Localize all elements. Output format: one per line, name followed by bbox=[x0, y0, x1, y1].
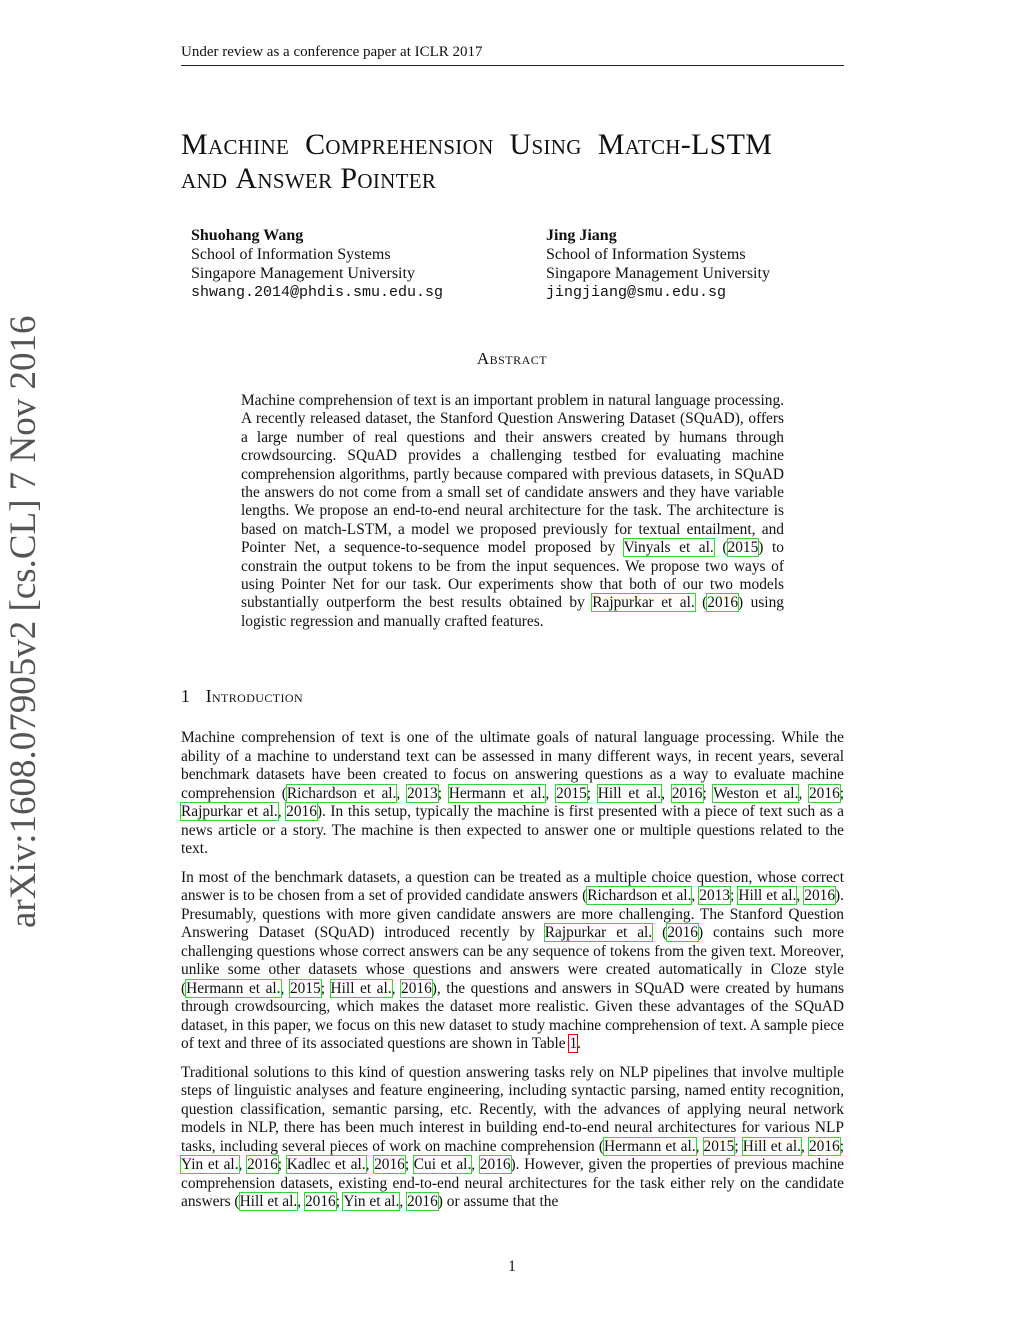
citation-year-link[interactable]: 2016 bbox=[304, 1193, 336, 1210]
title-word: and bbox=[181, 162, 228, 195]
text-run: ), the questions and answers in SQuAD were created by humans through crowdsourcing, which makes the dataset more realistic. Given these advantages of the SQuAD dataset, in this paper, we focus on this new dataset to study machine comprehension of text. A sample piece of text and three of its associated questions are shown in Table bbox=[181, 979, 845, 1052]
table-ref-link[interactable]: 1 bbox=[569, 1035, 578, 1052]
author-email[interactable]: jingjiang@smu.edu.sg bbox=[546, 284, 727, 301]
paragraph: In most of the benchmark datasets, a question can be treated as a multiple choice question, whose correct answer is to be chosen from a set of provided candidate answers (Richardson et al., 2013; Hill et al., 2016). Presumably, questions with more given candidate answers are more challenging. The Stanford Question Answering Dataset (SQuAD) introduced recently by Rajpurkar et al. (2016) contains such more challenging questions whose correct answers can be any sequence of tokens from the given text. Moreover, unlike some other datasets whose questions and answers were created automatically in Cloze style (Hermann et al., 2015; Hill et al., 2016), the questions and answers in SQuAD were created by humans through crowdsourcing, which makes the dataset more realistic. Given these advantages of the SQuAD dataset, in this paper, we focus on this new dataset to study machine comprehension of text. A sample piece of text and three of its associated questions are shown in Table 1. bbox=[181, 868, 845, 1052]
citation-link[interactable]: Hill et al. bbox=[738, 887, 797, 904]
citation-link[interactable]: Richardson et al. bbox=[587, 887, 692, 904]
author-name: Jing Jiang bbox=[546, 227, 617, 244]
author-affiliation: Singapore Management University bbox=[546, 265, 770, 282]
citation-year-link[interactable]: 2015 bbox=[289, 979, 321, 997]
citation-link[interactable]: Hermann et al. bbox=[448, 784, 546, 802]
section-heading bbox=[181, 686, 303, 707]
citation-year-link[interactable]: 2016 bbox=[667, 924, 698, 941]
text-run: contains such more challenging questions whose correct answers can be any sequence of tokens from the given text. Moreover, unlike some other datasets whose questions and answers were created automatically in Cloze style ( bbox=[181, 924, 844, 997]
title-word: Using bbox=[509, 128, 582, 161]
author-affiliation: School of Information Systems bbox=[546, 246, 746, 263]
citation-link[interactable]: Weston et al. bbox=[713, 784, 799, 802]
text-run: ). However, given the properties of previous machine comprehension datasets, existing end-to-end neural architectures for the task either rely on the candidate answers ( bbox=[181, 1156, 844, 1210]
citation-link[interactable]: Hill et al. bbox=[239, 1193, 298, 1210]
citation-link[interactable]: Kadlec et al. bbox=[286, 1156, 366, 1173]
citation-year-link[interactable]: 2016 bbox=[479, 1156, 511, 1173]
citation-year-link[interactable]: 2016 bbox=[804, 887, 836, 904]
page-number: 1 bbox=[508, 1258, 516, 1275]
citation-year-link[interactable]: 2016 bbox=[407, 1193, 438, 1210]
title-word: Machine bbox=[181, 128, 290, 161]
title-word: Match- bbox=[597, 128, 692, 161]
citation-link[interactable]: Hill et al. bbox=[330, 979, 392, 997]
citation-year-link[interactable]: 2013 bbox=[406, 784, 438, 802]
citation-link[interactable]: Hermann et al. bbox=[604, 1137, 696, 1155]
citation-year-link[interactable]: 2016 bbox=[374, 1156, 405, 1173]
text-run: ) or assume that the bbox=[437, 1193, 559, 1210]
citation-year-link[interactable]: 2016 bbox=[707, 594, 739, 612]
title-word: Comprehension bbox=[305, 128, 494, 161]
title-word: LSTM bbox=[691, 128, 773, 161]
text-run: . bbox=[577, 1035, 581, 1052]
citation-link[interactable]: Hill et al. bbox=[742, 1137, 801, 1155]
citation-link[interactable]: Richardson et al. bbox=[286, 784, 397, 802]
citation-year-link[interactable]: 2013 bbox=[699, 887, 731, 904]
body-text bbox=[181, 729, 844, 1222]
citation-link[interactable]: Hill et al. bbox=[597, 784, 662, 802]
citation-link[interactable]: Rajpurkar et al. bbox=[592, 594, 695, 612]
abstract-text: Machine comprehension of text is an important problem in natural language processing. A recently released dataset, the Stanford Question Answering Dataset (SQuAD), offers a large number of real questions and their answers created by humans through crowdsourcing. SQuAD provides a challenging testbed for evaluating machine comprehension algorithms, partly because compared with previous datasets, in SQuAD the answers do not come from a small set of candidate answers and they have variable lengths. We propose an end-to-end neural architecture for the task. The architecture is based on match-LSTM, a model we proposed previously for textual entailment, and Pointer Net, a sequence-to-sequence model proposed by Vinyals et al. (2015) to constrain the output tokens to be from the input sequences. We propose two ways of using Pointer Net for our task. Our experiments show that both of our two models substantially outperform the best results obtained by Rajpurkar et al. (2016) using logistic regression and manually crafted features. bbox=[241, 392, 785, 630]
citation-year-link[interactable]: 2016 bbox=[808, 784, 840, 802]
section-title: Introduction bbox=[205, 686, 304, 706]
section-number: 1 bbox=[181, 686, 190, 706]
author-block bbox=[546, 226, 770, 302]
abstract-heading: Abstract bbox=[476, 349, 548, 368]
citation-link[interactable]: Cui et al. bbox=[413, 1156, 472, 1173]
paragraph: Machine comprehension of text is one of the ultimate goals of natural language processing. While the ability of a machine to understand text can be assessed in many different ways, in recent years, several benchmark datasets have been created to focus on answering questions as a way to evaluate machine comprehension (Richardson et al., 2013; Hermann et al., 2015; Hill et al., 2016; Weston et al., 2016; Rajpurkar et al., 2016). In this setup, typically the machine is first presented with a piece of text such as a news article or a story. The machine is then expected to answer one or multiple questions related to the text. bbox=[181, 729, 845, 857]
running-header: Under review as a conference paper at ICLR 2017 bbox=[181, 44, 844, 66]
author-name: Shuohang Wang bbox=[191, 227, 304, 244]
text-run: Machine comprehension of text is one of the ultimate goals of natural language processing. While the ability of a machine to understand text can be assessed in many different ways, in recent years, several benchmark datasets have been created to focus on answering questions as a way to evaluate machine comprehension ( bbox=[181, 729, 844, 802]
citation-year-link[interactable]: 2016 bbox=[401, 979, 432, 997]
citation-link[interactable]: Yin et al. bbox=[181, 1156, 239, 1173]
citation-link[interactable]: Vinyals et al. bbox=[623, 539, 714, 557]
citation-link[interactable]: Hermann et al. bbox=[186, 979, 281, 997]
citation-year-link[interactable]: 2015 bbox=[727, 539, 759, 557]
paper-title bbox=[181, 128, 844, 196]
text-run: ). In this setup, typically the machine is first presented with a piece of text such as a news article or a story. The machine is then expected to answer one or multiple questions related to the text. bbox=[181, 803, 844, 857]
text-run: In most of the benchmark datasets, a question can be treated as a multiple choice question, whose correct answer is to be chosen from a set of provided candidate answers ( bbox=[181, 868, 844, 904]
author-block bbox=[191, 226, 443, 302]
citation-year-link[interactable]: 2016 bbox=[286, 803, 317, 820]
text-run: Machine comprehension of text is an important problem in natural language processing. A recently released dataset, the Stanford Question Answering Dataset (SQuAD), offers a large number of real questions and their answers created by humans through crowdsourcing. SQuAD provides a challenging testbed for evaluating machine comprehension algorithms, partly because compared with previous datasets, in SQuAD the answers do not come from a small set of candidate answers and they have variable lengths. We propose an end-to-end neural architecture for the task. The architecture is based on match-LSTM, a model we proposed previously for textual entailment, and Pointer Net, a sequence-to-sequence model proposed by bbox=[241, 392, 784, 557]
text-run: to constrain the output tokens to be from the input sequences. We propose two ways of using Pointer Net for our task. Our experiments show that both of our two models substantially outperform the best results obtained by bbox=[241, 539, 785, 612]
text-run: using logistic regression and manually crafted features. bbox=[241, 594, 784, 630]
author-affiliation: School of Information Systems bbox=[191, 246, 391, 263]
title-word: Answer bbox=[235, 162, 333, 195]
citation-year-link[interactable]: 2016 bbox=[808, 1137, 840, 1155]
text-run: ). Presumably, questions with more given candidate answers are more challenging. The Stanford Question Answering Dataset (SQuAD) introduced recently by bbox=[181, 887, 845, 941]
paragraph: Traditional solutions to this kind of question answering tasks rely on NLP pipelines that involve multiple steps of linguistic analyses and feature engineering, including syntactic parsing, named entity recognition, question classification, semantic parsing, etc. Recently, with the advances of applying neural network models in NLP, there has been much interest in building end-to-end neural architectures for various NLP tasks, including several pieces of work on machine comprehension (Hermann et al., 2015; Hill et al., 2016; Yin et al., 2016; Kadlec et al., 2016; Cui et al., 2016). However, given the properties of previous machine comprehension datasets, existing end-to-end neural architectures for the task either rely on the candidate answers (Hill et al., 2016; Yin et al., 2016) or assume that the bbox=[181, 1063, 844, 1210]
citation-year-link[interactable]: 2016 bbox=[671, 784, 703, 802]
citation-link[interactable]: Yin et al. bbox=[343, 1193, 400, 1210]
citation-link[interactable]: Rajpurkar et al. bbox=[181, 803, 278, 820]
citation-year-link[interactable]: 2016 bbox=[247, 1156, 278, 1173]
author-affiliation: Singapore Management University bbox=[191, 265, 415, 282]
arxiv-stamp: arXiv:1608.07905v2 [cs.CL] 7 Nov 2016 bbox=[3, 315, 44, 928]
citation-link[interactable]: Rajpurkar et al. bbox=[544, 924, 653, 941]
author-email[interactable]: shwang.2014@phdis.smu.edu.sg bbox=[191, 284, 444, 301]
text-run: Traditional solutions to this kind of question answering tasks rely on NLP pipelines that involve multiple steps of linguistic analyses and feature engineering, including syntactic parsing, named entity recognition, question classification, semantic parsing, etc. Recently, with the advances of applying neural network models in NLP, there has been much interest in building end-to-end neural architectures for various NLP tasks, including several pieces of work on machine comprehension ( bbox=[181, 1063, 844, 1155]
citation-year-link[interactable]: 2015 bbox=[703, 1137, 735, 1155]
title-word: Pointer bbox=[340, 162, 437, 195]
citation-year-link[interactable]: 2015 bbox=[556, 784, 587, 802]
